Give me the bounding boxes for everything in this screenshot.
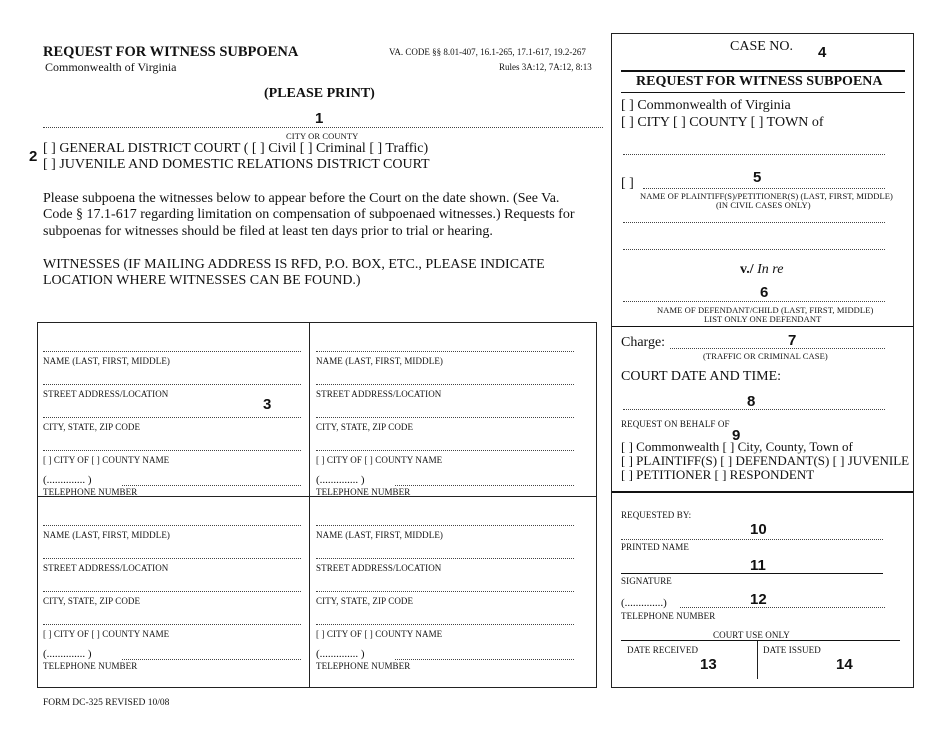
versus-label — [740, 262, 783, 278]
versus-in-re: In re — [757, 262, 784, 277]
witness-name-field[interactable] — [316, 525, 574, 526]
requested-by-label: REQUESTED BY: — [621, 510, 692, 520]
witness-city-of-label[interactable]: [ ] CITY OF [ ] COUNTY NAME — [43, 455, 170, 465]
witness-phone-prefix: (.............. ) — [316, 648, 365, 660]
witness-street-label: STREET ADDRESS/LOCATION — [316, 563, 442, 573]
va-code-reference: VA. CODE §§ 8.01-407, 16.1-265, 17.1-617, 19.2-267 — [389, 47, 586, 57]
rules-reference: Rules 3A:12, 7A:12, 8:13 — [499, 62, 592, 72]
field-marker-11: 11 — [750, 557, 766, 574]
city-county-caption: CITY OR COUNTY — [286, 131, 359, 141]
plaintiff-name-field-3[interactable] — [623, 249, 885, 250]
date-issued-label: DATE ISSUED — [763, 645, 821, 655]
witness-city-of-label[interactable]: [ ] CITY OF [ ] COUNTY NAME — [43, 629, 170, 639]
witness-phone-field[interactable] — [395, 485, 574, 486]
defendant-caption: NAME OF DEFENDANT/CHILD (LAST, FIRST, MIDDLE) — [657, 305, 874, 315]
instructions-line-1: Please subpoena the witnesses below to appear before the Court on the date shown. (See Va. — [43, 191, 560, 206]
versus-v: v./ — [740, 262, 754, 277]
behalf-option-parties[interactable]: [ ] PLAINTIFF(S) [ ] DEFENDANT(S) [ ] JUVENILE — [621, 453, 910, 468]
date-received-label: DATE RECEIVED — [627, 645, 699, 655]
defendant-name-field[interactable] — [623, 301, 885, 302]
court-use-rule — [621, 640, 900, 641]
witness-city-of-field[interactable] — [43, 624, 301, 625]
please-print-note: (PLEASE PRINT) — [264, 86, 375, 101]
witness-name-field[interactable] — [43, 351, 301, 352]
witness-street-field[interactable] — [316, 558, 574, 559]
witness-name-label: NAME (LAST, FIRST, MIDDLE) — [43, 530, 171, 540]
field-marker-12: 12 — [750, 591, 767, 608]
city-county-field[interactable] — [43, 127, 603, 128]
witness-grid-vdivider — [309, 322, 310, 688]
witness-city-of-field[interactable] — [316, 624, 574, 625]
witness-phone-label: TELEPHONE NUMBER — [316, 661, 411, 671]
witness-phone-field[interactable] — [122, 659, 301, 660]
witness-name-field[interactable] — [316, 351, 574, 352]
printed-name-field[interactable] — [621, 539, 883, 540]
charge-label: Charge: — [621, 335, 666, 350]
field-marker-4: 4 — [818, 44, 827, 61]
witness-city-field[interactable] — [43, 591, 301, 592]
form-title: REQUEST FOR WITNESS SUBPOENA — [43, 44, 299, 60]
requester-phone-field[interactable] — [680, 607, 885, 608]
witness-phone-prefix: (.............. ) — [43, 474, 92, 486]
witness-street-field[interactable] — [316, 384, 574, 385]
instructions-line-2: Code § 17.1-617 regarding limitation on compensation of subpoenaed witnesses.) Requests for — [43, 207, 575, 222]
witness-name-field[interactable] — [43, 525, 301, 526]
plaintiff-name-field[interactable] — [643, 188, 885, 189]
witness-city-field[interactable] — [43, 417, 301, 418]
plaintiff-caption: NAME OF PLAINTIFF(S)/PETITIONER(S) (LAST, FIRST, MIDDLE) — [640, 191, 893, 201]
plaintiff-checkbox[interactable]: [ ] — [621, 176, 634, 191]
field-marker-14: 14 — [836, 656, 853, 673]
witness-city-of-label[interactable]: [ ] CITY OF [ ] COUNTY NAME — [316, 629, 443, 639]
panel-title-rule-top — [621, 70, 905, 72]
witness-phone-label: TELEPHONE NUMBER — [43, 661, 138, 671]
general-district-court-option[interactable]: [ ] GENERAL DISTRICT COURT ( [ ] Civil [ ] Criminal [ ] Traffic) — [43, 141, 429, 156]
plaintiff-name-field-2[interactable] — [623, 222, 885, 223]
witness-street-label: STREET ADDRESS/LOCATION — [43, 389, 169, 399]
behalf-label: REQUEST ON BEHALF OF — [621, 419, 730, 429]
court-date-label: COURT DATE AND TIME: — [621, 369, 782, 384]
witness-street-field[interactable] — [43, 558, 301, 559]
city-county-town-field[interactable] — [623, 154, 885, 155]
field-marker-1: 1 — [315, 110, 324, 127]
witness-city-of-field[interactable] — [43, 450, 301, 451]
city-county-town-option[interactable]: [ ] CITY [ ] COUNTY [ ] TOWN of — [621, 115, 824, 130]
witness-name-label: NAME (LAST, FIRST, MIDDLE) — [43, 356, 171, 366]
panel-title: REQUEST FOR WITNESS SUBPOENA — [636, 74, 883, 89]
witness-phone-label: TELEPHONE NUMBER — [316, 487, 411, 497]
witness-city-field[interactable] — [316, 591, 574, 592]
field-marker-5: 5 — [753, 169, 762, 186]
signature-label: SIGNATURE — [621, 576, 672, 586]
witnesses-note-line-1: WITNESSES (IF MAILING ADDRESS IS RFD, P.O. BOX, ETC., PLEASE INDICATE — [43, 257, 545, 272]
witness-city-label: CITY, STATE, ZIP CODE — [43, 596, 141, 606]
witness-street-label: STREET ADDRESS/LOCATION — [43, 563, 169, 573]
field-marker-7: 7 — [788, 332, 797, 349]
witness-city-of-label[interactable]: [ ] CITY OF [ ] COUNTY NAME — [316, 455, 443, 465]
requester-phone-label: TELEPHONE NUMBER — [621, 611, 716, 621]
witness-phone-label: TELEPHONE NUMBER — [43, 487, 138, 497]
field-marker-10: 10 — [750, 521, 767, 538]
witness-city-label: CITY, STATE, ZIP CODE — [316, 596, 414, 606]
witness-name-label: NAME (LAST, FIRST, MIDDLE) — [316, 530, 444, 540]
form-id: FORM DC-325 REVISED 10/08 — [43, 698, 170, 708]
witness-city-label: CITY, STATE, ZIP CODE — [316, 422, 414, 432]
field-marker-2: 2 — [29, 148, 38, 165]
behalf-option-commonwealth[interactable]: [ ] Commonwealth [ ] City, County, Town of — [621, 439, 853, 454]
requester-phone-prefix: (..............) — [621, 597, 667, 609]
witness-phone-prefix: (.............. ) — [316, 474, 365, 486]
witness-city-label: CITY, STATE, ZIP CODE — [43, 422, 141, 432]
witness-street-label: STREET ADDRESS/LOCATION — [316, 389, 442, 399]
witness-street-field[interactable] — [43, 384, 301, 385]
court-use-label: COURT USE ONLY — [713, 630, 790, 640]
witness-phone-field[interactable] — [395, 659, 574, 660]
charge-field[interactable] — [670, 348, 885, 349]
field-marker-8: 8 — [747, 393, 756, 410]
printed-name-label: PRINTED NAME — [621, 542, 689, 552]
signature-field[interactable] — [621, 573, 883, 574]
field-marker-6: 6 — [760, 284, 769, 301]
commonwealth-option[interactable]: [ ] Commonwealth of Virginia — [621, 98, 791, 113]
instructions-line-3: subpoenas for witnesses should be filed at least ten days prior to trial or hearing. — [43, 224, 493, 239]
panel-divider-thick — [612, 491, 913, 493]
witness-phone-prefix: (.............. ) — [43, 648, 92, 660]
plaintiff-caption-civil: (IN CIVIL CASES ONLY) — [716, 200, 811, 210]
panel-divider-mid — [612, 326, 913, 327]
court-date-field[interactable] — [623, 409, 885, 410]
witness-name-label: NAME (LAST, FIRST, MIDDLE) — [316, 356, 444, 366]
behalf-option-petitioner[interactable]: [ ] PETITIONER [ ] RESPONDENT — [621, 467, 815, 482]
field-marker-3: 3 — [263, 396, 272, 413]
panel-title-rule-bottom — [621, 92, 905, 93]
court-use-divider — [757, 641, 758, 679]
witness-phone-field[interactable] — [122, 485, 301, 486]
field-marker-9: 9 — [732, 427, 741, 444]
defendant-caption-one: LIST ONLY ONE DEFENDANT — [704, 314, 822, 324]
witness-city-field[interactable] — [316, 417, 574, 418]
charge-caption: (TRAFFIC OR CRIMINAL CASE) — [703, 351, 828, 361]
witnesses-note-line-2: LOCATION WHERE WITNESSES CAN BE FOUND.) — [43, 273, 361, 288]
case-no-label: CASE NO. — [730, 39, 794, 54]
witness-city-of-field[interactable] — [316, 450, 574, 451]
field-marker-13: 13 — [700, 656, 717, 673]
juvenile-court-option[interactable]: [ ] JUVENILE AND DOMESTIC RELATIONS DISTRICT COURT — [43, 157, 430, 172]
form-subtitle: Commonwealth of Virginia — [45, 60, 177, 74]
